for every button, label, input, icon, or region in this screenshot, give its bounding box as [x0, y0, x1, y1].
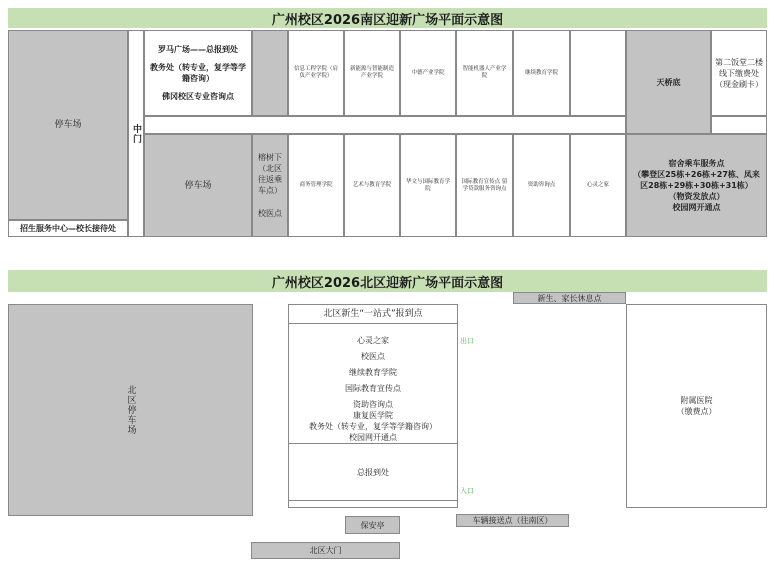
main-checkin: 总报到处 [289, 443, 457, 501]
booth-bottom-2: 艺术与教育学院 [344, 134, 400, 237]
south-parking-left [8, 30, 128, 220]
middle-gate-label: 中门 [131, 123, 141, 144]
onestop-item: 教务处（转专业，复学等学籍咨询） [309, 422, 437, 431]
north-parking-label: 北区停车场 [125, 385, 136, 435]
south-map-title: 广州校区2026南区迎新广场平面示意图 [8, 8, 767, 28]
onestop-item: 国际教育宣传点 [345, 384, 401, 393]
onestop-title: 北区新生“一站式”报到点 [289, 305, 457, 324]
rest-area: 新生、家长休息点 [513, 292, 626, 304]
booth-bottom-4: 国际教育宣传点 留学贷款服务咨询点 [456, 134, 513, 237]
onestop-item: 校医点 [361, 352, 385, 361]
security-booth: 保安亭 [345, 516, 400, 534]
booth-top-2: 新能源与智能制造产业学院 [344, 30, 400, 116]
onestop-item: 继续教育学院 [349, 368, 397, 377]
hospital-pay: （缴费点） [676, 407, 717, 416]
roma-plaza-block [144, 30, 252, 116]
entrance-label: 入口 [460, 487, 474, 495]
booth-top-1: 信息工程学院（肩负产业学院） [288, 30, 344, 116]
onestop-block [288, 304, 458, 508]
campus-net-south: 校园网开通点 [672, 203, 721, 212]
exit-label: 出口 [460, 337, 474, 345]
south-clinic: 校医点 [258, 209, 282, 218]
shuttle-point: 车辆接送点（往南区） [456, 514, 569, 527]
dorm-supplies: （物资发放点） [668, 192, 725, 201]
hospital: 附属医院 [680, 396, 713, 405]
booth-top-4: 智能机器人产业学院 [456, 30, 513, 116]
booth-bottom-3: 华文与国际教育学院 [400, 134, 456, 237]
dorm-service-block [626, 134, 767, 237]
recruit-center: 招生服务中心—校长接待处 [8, 220, 128, 237]
canteen-pay-gap [711, 116, 767, 134]
north-map-title: 广州校区2026北区迎新广场平面示意图 [8, 270, 767, 292]
dorm-service: 宿舍乘车服务点 [668, 159, 725, 168]
north-parking [8, 304, 253, 516]
south-parking-left-label: 停车场 [54, 120, 82, 130]
south-parking-bottom: 停车场 [144, 134, 252, 237]
hospital-block [626, 304, 767, 508]
booth-bottom-5: 资助咨询点 [513, 134, 570, 237]
canteen-pay: 第二饭堂二楼线下缴费处（现金刷卡） [711, 30, 767, 116]
onestop-item: 心灵之家 [357, 336, 389, 345]
banyan-shuttle: 榕树下（北区往返乘车点） [258, 153, 282, 195]
booth-top-5: 继续教育学院 [513, 30, 570, 116]
booth-top-3: 中德产业学院 [400, 30, 456, 116]
foshan-consult: 佛冈校区专业咨询点 [162, 92, 234, 101]
banyan-block [252, 134, 288, 237]
roma-plaza: 罗马广场——总报到处 [158, 45, 238, 54]
booth-top-empty [570, 30, 626, 116]
booth-bottom-1: 商务管理学院 [288, 134, 344, 237]
tianqiao: 天桥底 [626, 30, 711, 134]
onestop-item: 康复医学院 [353, 411, 393, 420]
dorm-detail: （攀登区25栋+26栋+27栋、凤来区28栋+29栋+30栋+31栋） [633, 170, 760, 190]
onestop-list [289, 335, 457, 443]
south-walkway [144, 116, 626, 134]
onestop-item: 校园网开通点 [349, 433, 397, 442]
north-gate: 北区大门 [251, 542, 400, 559]
academic-affairs: 教务处（转专业，复学等学籍咨询） [150, 63, 246, 83]
south-gray-strip-top [252, 30, 288, 116]
middle-gate [128, 30, 144, 237]
onestop-item: 资助咨询点 [353, 400, 393, 409]
booth-bottom-6: 心灵之家 [570, 134, 626, 237]
